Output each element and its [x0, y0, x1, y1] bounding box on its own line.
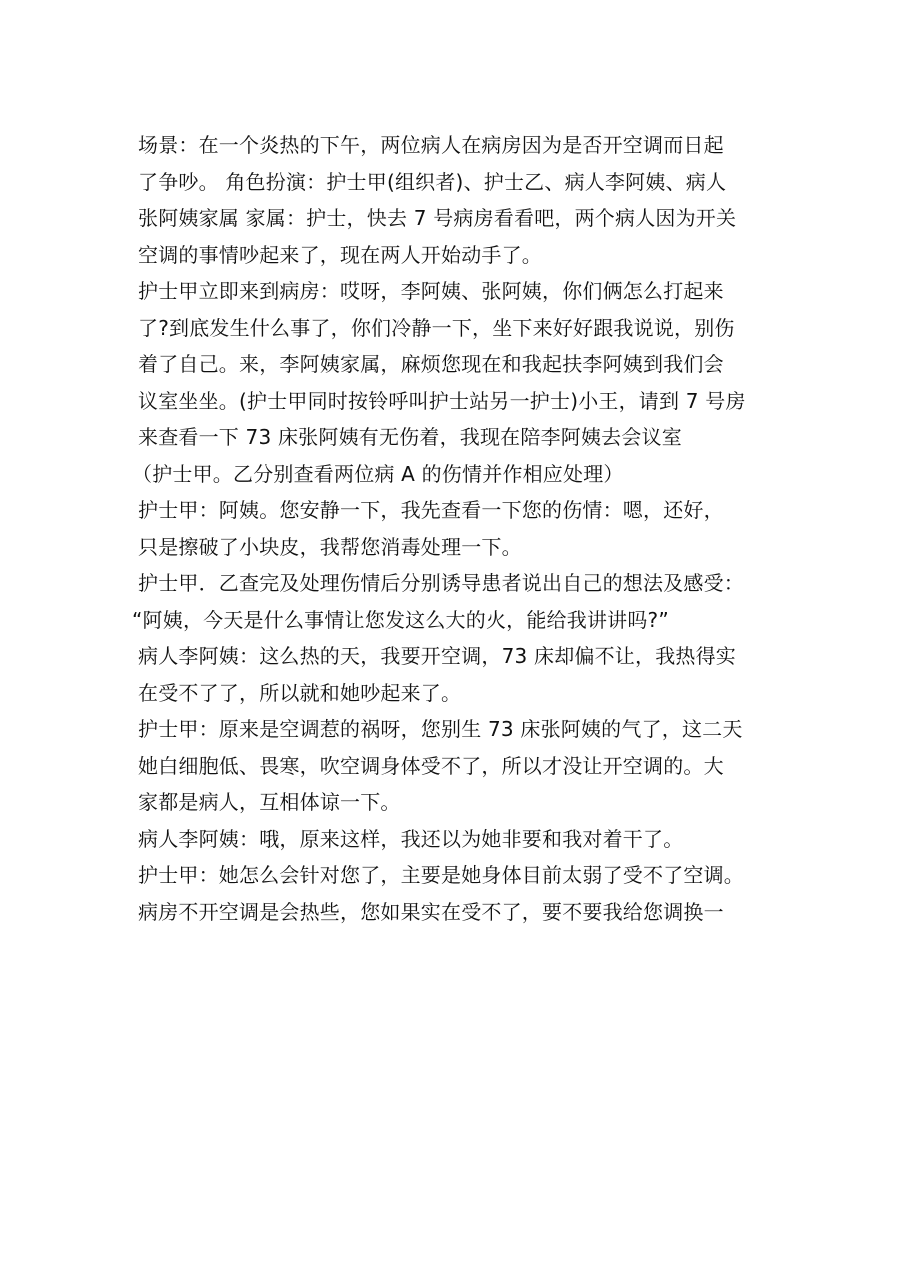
text-line: 护士甲．乙查完及处理伤情后分别诱导患者说出自己的想法及感受： [138, 571, 744, 595]
paragraph-scene [138, 127, 798, 273]
text-line: 议室坐坐。(护士甲同时按铃呼叫护士站另一护士)小王，请到 7 号房 [138, 388, 746, 413]
text-line: 张阿姨家属 家属：护士，快去 7 号病房看看吧，两个病人因为开关 [138, 206, 737, 230]
text-line: 了?到底发生什么事了，你们冷静一下，坐下来好好跟我说说，别伤 [138, 315, 735, 340]
paragraph-patient-li-reply [138, 638, 798, 711]
paragraph-nurse-arrives [132, 273, 798, 492]
text-line: 护士甲立即来到病房：哎呀，李阿姨、张阿姨，你们俩怎么打起来 [138, 279, 724, 303]
text-line: 护士甲：阿姨。您安静一下，我先查看一下您的伤情：嗯，还好， [138, 498, 724, 522]
paragraph-guide-patient [132, 565, 798, 638]
paragraph-check-injury [138, 492, 798, 565]
text-line: 护士甲：她怎么会针对您了，主要是她身体目前太弱了受不了空调。 [138, 863, 744, 887]
text-line: 了争吵。 角色扮演：护士甲(组织者)、护士乙、病人李阿姨、病人 [138, 169, 727, 194]
text-line: （护士甲。乙分别查看两位病 A 的伤情并作相应处理） [132, 461, 624, 486]
text-line: 来查看一下 73 床张阿姨有无伤着，我现在陪李阿姨去会议室 [138, 425, 682, 449]
document-body [132, 127, 798, 930]
text-line: 病人李阿姨：哦，原来这样，我还以为她非要和我对着干了。 [138, 826, 684, 851]
text-line: 空调的事情吵起来了，现在两人开始动手了。 [138, 242, 542, 267]
text-line: “阿姨，今天是什么事情让您发这么大的火，能给我讲讲吗?” [132, 607, 669, 632]
text-line: 病房不开空调是会热些，您如果实在受不了，要不要我给您调换一 [138, 899, 724, 924]
text-line: 家都是病人，互相体谅一下。 [138, 790, 401, 814]
text-line: 只是擦破了小块皮，我帮您消毒处理一下。 [138, 534, 522, 559]
text-line: 着了自己。来，李阿姨家属，麻烦您现在和我起扶李阿姨到我们会 [138, 352, 724, 376]
text-line: 场景：在一个炎热的下午，两位病人在病房因为是否开空调而日起 [138, 133, 724, 157]
text-line: 她白细胞低、畏寒，吹空调身体受不了，所以才没让开空调的。大 [138, 753, 724, 778]
paragraph-patient-li-understands [138, 821, 798, 858]
text-line: 在受不了了，所以就和她吵起来了。 [138, 680, 462, 705]
paragraph-nurse-offers [138, 857, 798, 930]
text-line: 护士甲：原来是空调惹的祸呀，您别生 73 床张阿姨的气了，这二天 [138, 717, 743, 741]
text-line: 病人李阿姨：这么热的天，我要开空调，73 床却偏不让，我热得实 [138, 644, 737, 668]
paragraph-nurse-explains [138, 711, 798, 821]
